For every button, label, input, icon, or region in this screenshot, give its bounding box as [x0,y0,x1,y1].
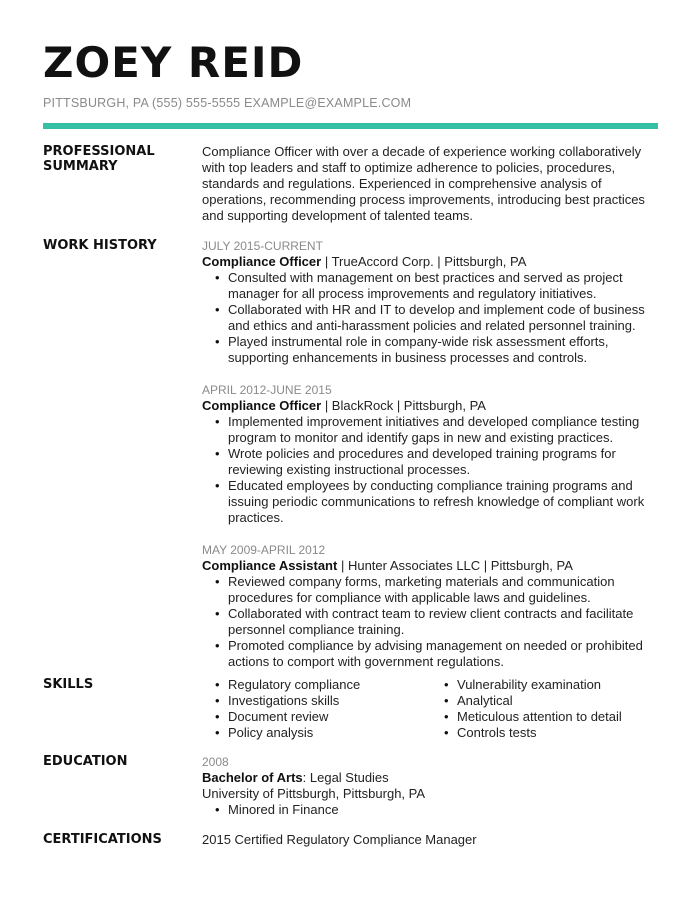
job-entry [202,382,660,526]
school: University of Pittsburgh, Pittsburgh, PA [202,786,426,801]
job-bullets [202,270,660,366]
education-bullets [202,802,660,818]
job-title-line [202,398,660,414]
degree-field: : Legal Studies [302,770,389,785]
job-employer: | BlackRock | Pittsburgh, PA [321,398,486,413]
skill-item: • Meticulous attention to detail [457,709,660,725]
skill-item: • Vulnerability examination [457,677,660,693]
degree-line [202,770,660,786]
job-bullet: • Implemented improvement initiatives and developed compliance testing program to monitor and identify gaps in new and existing practices. [228,414,660,446]
job-bullet: • Reviewed company forms, marketing materials and communication procedures for compliance with applicable laws and guidelines. [228,574,660,606]
degree: Bachelor of Arts [202,770,303,785]
skills-heading: SKILLS [43,677,94,692]
skill-item: • Controls tests [457,725,660,741]
job-role: Compliance Officer [202,398,322,413]
job-role: Compliance Assistant [202,558,338,573]
job-bullets [202,574,660,670]
skills-column-left [202,677,431,741]
job-bullet: • Promoted compliance by advising management on needed or prohibited actions to comport with government regulations. [228,638,660,670]
job-title-line [202,254,660,270]
certification-text: 2015 Certified Regulatory Compliance Manager [202,832,477,847]
job-employer: | TrueAccord Corp. | Pittsburgh, PA [321,254,527,269]
work-history-body [202,238,660,686]
summary-text: Compliance Officer with over a decade of experience working collaboratively with top leaders and staff to optimize adherence to policies, procedures, standards and regulations. Experienced in comprehensive analysis of operations, recommending process improvements, introducing best practices and supporting development of talented teams. [202,144,645,223]
skill-item: • Document review [228,709,431,725]
contact-line: PITTSBURGH, PA (555) 555-5555 EXAMPLE@EXAMPLE.COM [43,96,412,110]
certifications-heading: CERTIFICATIONS [43,832,162,847]
job-dates: APRIL 2012-JUNE 2015 [202,383,332,397]
job-bullets [202,414,660,526]
skill-item: • Analytical [457,693,660,709]
job-bullet: • Consulted with management on best practices and served as project manager for all process improvements and regulatory initiatives. [228,270,660,302]
job-entry [202,542,660,670]
job-dates: JULY 2015-CURRENT [202,239,323,253]
job-entry [202,238,660,366]
job-bullet: • Collaborated with contract team to review client contracts and facilitate personnel compliance training. [228,606,660,638]
education-bullet: • Minored in Finance [228,802,660,818]
skills-grid [202,677,660,741]
job-title-line [202,558,660,574]
job-bullet: • Played instrumental role in company-wide risk assessment efforts, supporting enhancements in business processes and controls. [228,334,660,366]
job-employer: | Hunter Associates LLC | Pittsburgh, PA [337,558,573,573]
job-dates: MAY 2009-APRIL 2012 [202,543,326,557]
education-heading: EDUCATION [43,754,128,769]
skill-item: • Policy analysis [228,725,431,741]
job-role: Compliance Officer [202,254,322,269]
job-bullet: • Collaborated with HR and IT to develop and implement code of business and ethics and anti-harassment policies and related personnel training. [228,302,660,334]
candidate-name: ZOEY REID [43,38,304,87]
job-bullet: • Wrote policies and procedures and developed training programs for reviewing existing instructional processes. [228,446,660,478]
education-body [202,754,660,818]
skill-item: • Investigations skills [228,693,431,709]
job-bullet: • Educated employees by conducting compliance training programs and issuing periodic communications to refresh knowledge of compliant work practices. [228,478,660,526]
accent-divider [43,123,658,129]
summary-heading: PROFESSIONAL SUMMARY [43,144,155,174]
skills-column-right [431,677,660,741]
skill-item: • Regulatory compliance [228,677,431,693]
education-year: 2008 [202,755,229,769]
work-history-heading: WORK HISTORY [43,238,157,253]
